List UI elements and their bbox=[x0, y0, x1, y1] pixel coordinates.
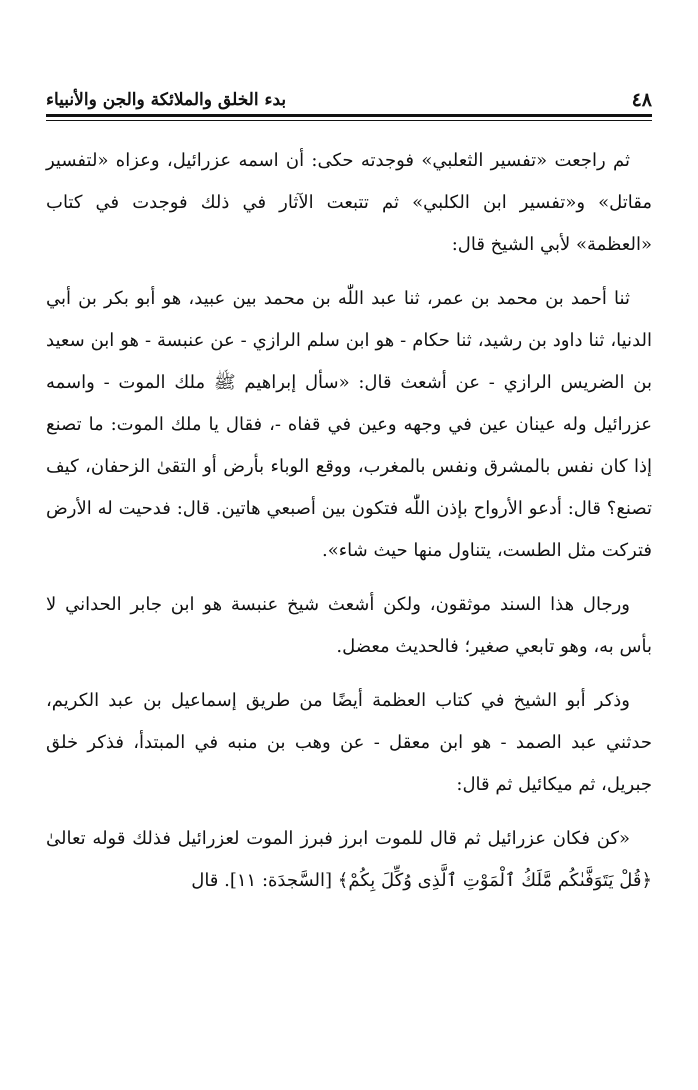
paragraph-1: ثم راجعت «تفسير الثعلبي» فوجدته حكى: أن اسمه عزرائيل، وعزاه «لتفسير مقاتل» و«تفسير ابن الكلبي» ثم تتبعت الآثار في ذلك فوجدت في كتاب «العظمة» لأبي الشيخ قال: bbox=[46, 150, 652, 255]
running-header bbox=[46, 80, 652, 110]
header-rule-thick bbox=[46, 114, 652, 117]
header-rule-thin bbox=[46, 120, 652, 121]
paragraph-2: ثنا أحمد بن محمد بن عمر، ثنا عبد اللّٰه بن محمد بين عبيد، هو أبو بكر بن أبي الدنيا، ثنا داود بن رشيد، ثنا حكام - هو ابن سلم الرازي - عن عنبسة - هو ابن سعيد بن الضريس الرازي - عن أشعث قال: «سأل إبراهيم ﷺ ملك الموت - واسمه عزرائيل وله عينان عين في وجهه وعين في قفاه -، فقال يا ملك الموت: ما تصنع إذا كان نفس بالمشرق ونفس بالمغرب، ووقع الوباء بأرض أو التقىٰ الزحفان، كيف تصنع؟ قال: أدعو الأرواح بإذن اللّٰه فتكون بين أصبعي هاتين. قال: فدحيت له الأرض فتركت مثل الطست، يتناول منها حيث شاء». bbox=[46, 288, 652, 561]
paragraph-4: وذكر أبو الشيخ في كتاب العظمة أيضًا من طريق إسماعيل بن عبد الكريم، حدثني عبد الصمد - هو ابن معقل - عن وهب بن منبه في المبتدأ، فذكر خلق جبريل، ثم ميكائيل ثم قال: bbox=[46, 690, 652, 795]
paragraph-3: ورجال هذا السند موثقون، ولكن أشعث شيخ عنبسة هو ابن جابر الحداني لا بأس به، وهو تابعي صغير؛ فالحديث معضل. bbox=[46, 594, 652, 657]
running-title: بدء الخلق والملائكة والجن والأنبياء bbox=[46, 90, 287, 110]
paragraph-5: «كن فكان عزرائيل ثم قال للموت ابرز فبرز الموت لعزرائيل فذلك قوله تعالىٰ ﴿قُلْ يَتَوَفَّىٰكُم مَّلَكُ ٱلْمَوْتِ ٱلَّذِى وُكِّلَ بِكُمْ﴾ [السَّجدَة: ١١]. قال bbox=[46, 828, 652, 891]
page-number: ٤٨ bbox=[631, 89, 652, 111]
main-text bbox=[46, 140, 652, 902]
